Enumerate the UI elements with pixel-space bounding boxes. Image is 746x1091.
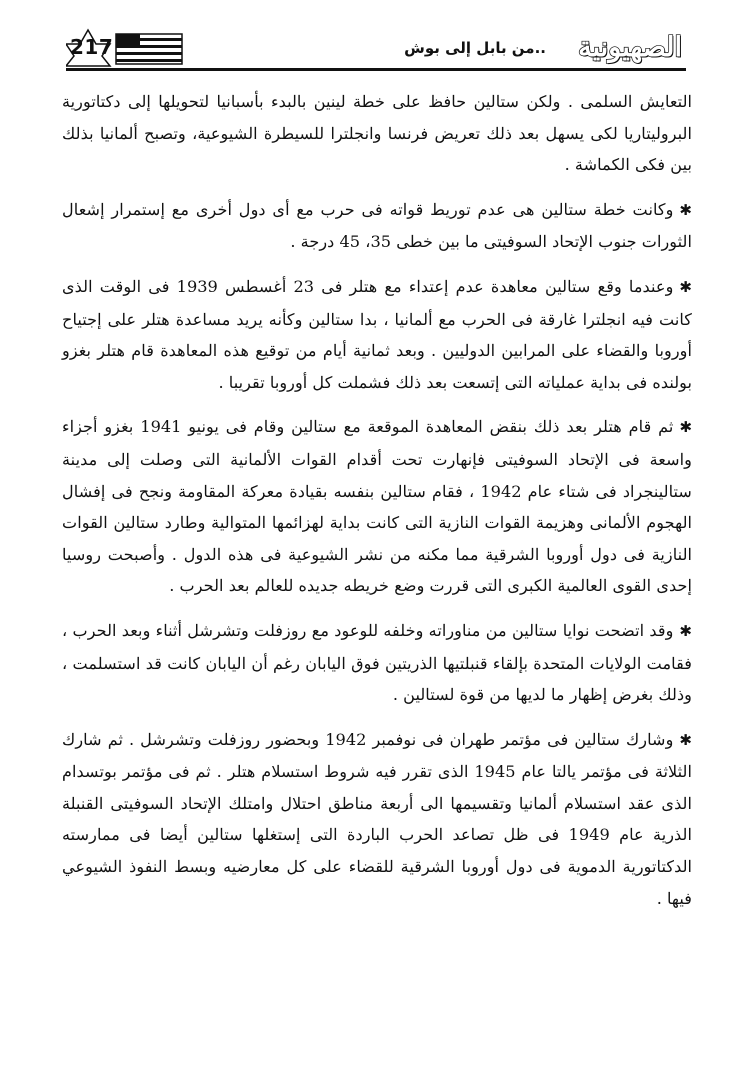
star-bullet-icon: ✱ [679,418,693,437]
paragraph [62,411,692,602]
paragraph [62,194,692,258]
star-bullet-icon: ✱ [679,200,692,219]
paragraph-text: وقد اتضحت نوايا ستالين من مناوراته وخلفه للوعود مع روزفلت وتشرشل أثناء وبعد الحرب ، فقامت الولايات المتحدة بإلقاء قنبلتيها الذريتين فوق اليابان رغم أن اليابان كانت قد استسلمت ، وذلك بغرض إظهار ما لديها من قوة لستالين . [62,620,692,705]
page-header [66,28,686,80]
paragraph-text: ثم قام هتلر بعد ذلك بنقض المعاهدة الموقعة مع ستالين وقام فى يونيو 1941 بغزو أجزاء واسعة فى الإتحاد السوفيتى فإنهارت تحت أقدام القوات الألمانية التى وصلت إلى مدينة ستالينجراد فى شتاء عام 1942 ، فقام ستالين بنفسه بقيادة معركة المقاومة ونجح فى إفشال الهجوم الألمانى وهزيمة القوات النازية التى كانت بداية لهزائمها المتوالية وطارد ستالين القوات النازية فى دول أوروبا الشرقية مما مكنه من نشر الشيوعية فى هذه الدول . وأصبحت روسيا إحدى القوى العالمية الكبرى التى قررت وضع خريطه جديده للعالم بعد الحرب . [62,417,692,596]
paragraph [62,271,692,398]
paragraph-text: التعايش السلمى . ولكن ستالين حافظ على خطة لينين بالبدء بأسبانيا لتحويلها إلى دكتاتورية البروليتاريا لكى يسهل بعد ذلك تعريض فرنسا وانجلترا للسيطرة الشيوعية، وتصبح ألمانيا بذلك بين فكى الكماشة . [62,92,692,175]
body-text [62,86,692,927]
paragraph-text: وكانت خطة ستالين هى عدم توريط قواته فى حرب مع أى دول أخرى مع إستمرار إشعال الثورات جنوب الإتحاد السوفيتى ما بين خطى 35، 45 درجة . [62,199,692,252]
paragraph-text: وعندما وقع ستالين معاهدة عدم إعتداء مع هتلر فى 23 أغسطس 1939 فى الوقت الذى كانت فيه انجلترا غارقة فى الحرب مع ألمانيا ، بدا ستالين وكأنه يريد مساعدة هتلر على إجتياح أوروبا والقضاء على المرابين الدوليين . وبعد ثمانية أيام من توقيع هذه المعاهدة قام هتلر بغزو بولنده فى بداية عملياته التى إتسعت بعد ذلك فشملت كل أوروبا تقريبا . [62,276,692,392]
page-number-badge [66,28,186,68]
paragraph [62,724,692,915]
star-bullet-icon: ✱ [679,621,692,640]
paragraph [62,615,692,711]
running-title: ..من بابل إلى بوش [404,39,546,57]
page-number: 217 [70,35,114,59]
book-title: الصهيونية [570,28,686,68]
paragraph-text: وشارك ستالين فى مؤتمر طهران فى نوفمبر 1942 وبحضور روزفلت وتشرشل . ثم شارك الثلاثة فى مؤتمر يالتا عام 1945 الذى تقرر فيه شروط استسلام هتلر . ثم فى مؤتمر بوتسدام الذى عقد استسلام ألمانيا وتقسيمها الى أربعة مناطق احتلال وامتلك الإتحاد السوفيتى القنبلة الذرية عام 1949 فى ظل تصاعد الحرب الباردة التى إستغلها ستالين أيضا فى ممارسته الدكتاتورية الدموية فى دول أوروبا الشرقية للقضاء على كل معارضيه وبسط النفوذ الشيوعي فيها . [62,729,692,908]
star-bullet-icon: ✱ [679,730,692,749]
header-rule [66,68,686,71]
star-bullet-icon: ✱ [679,277,692,296]
paragraph [62,86,692,181]
